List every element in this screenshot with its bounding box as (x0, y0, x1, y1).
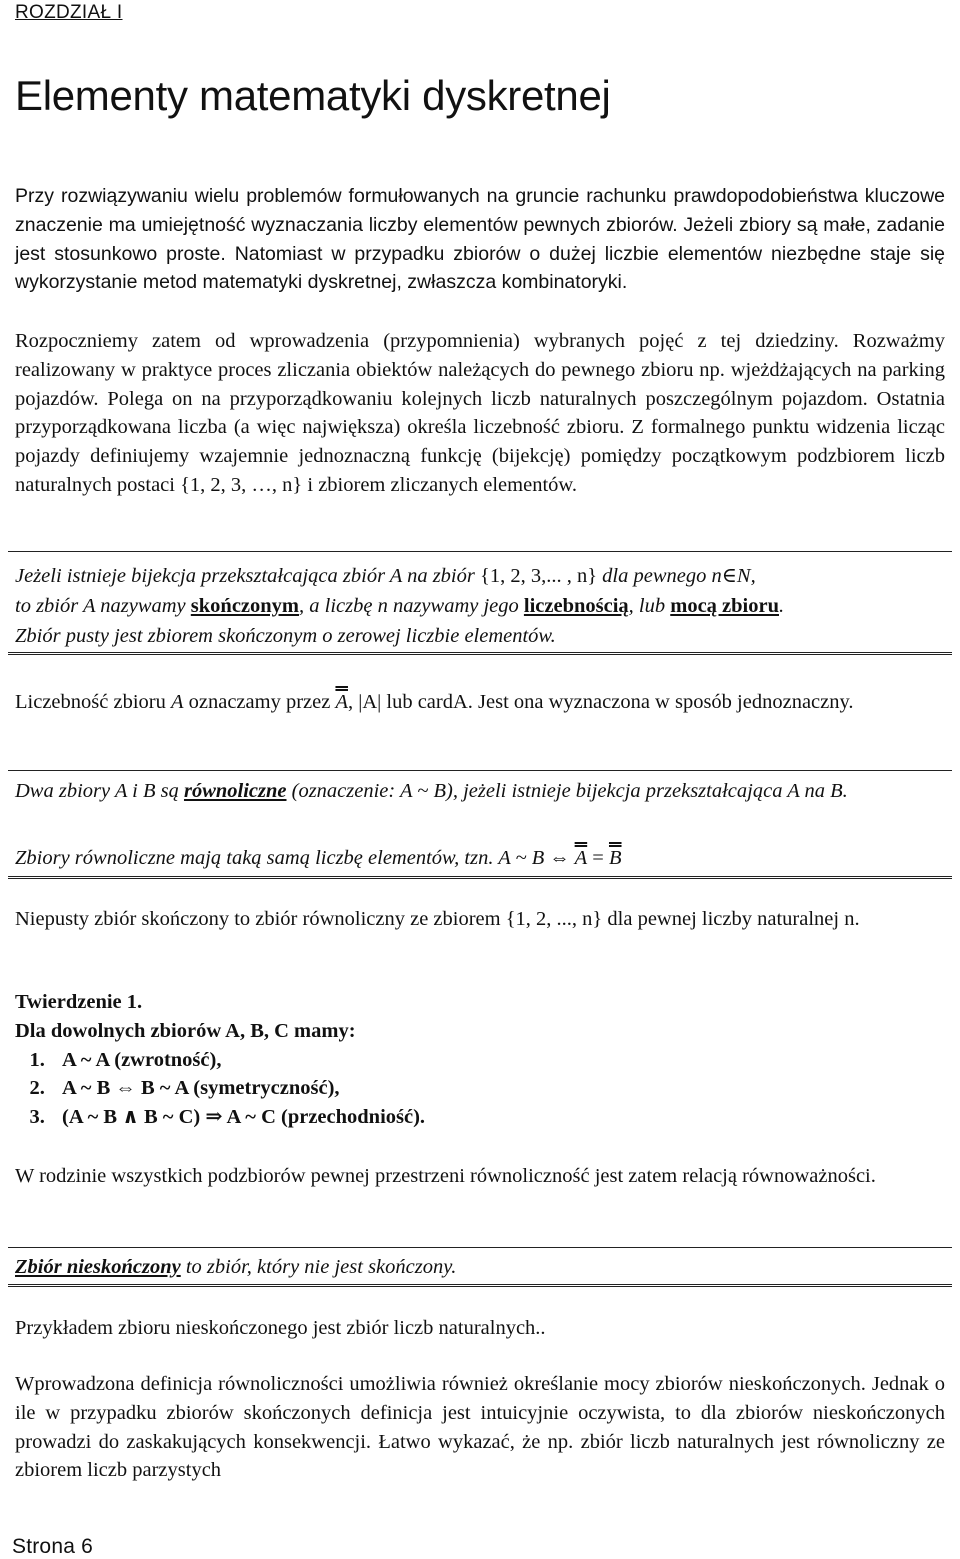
def3-text: to zbiór, który nie jest skończony. (180, 1256, 457, 1278)
intro-paragraph (15, 182, 945, 297)
definition-infinite-set (15, 1253, 945, 1281)
def3-box-top (8, 1247, 952, 1248)
theorem-item: 3. (A ~ B ∧ B ~ C) ⇒ A ~ C (przechodniość). (50, 1103, 425, 1132)
theorem-lead: Dla dowolnych zbiorów A, B, C mamy: (15, 1019, 356, 1042)
term-liczebnoscia: liczebnością (523, 595, 629, 617)
card-text: Liczebność zbioru (15, 691, 171, 713)
card-text: , |A| lub cardA. Jest ona wyznaczona w sposób jednoznaczny. (347, 691, 854, 713)
def1-set: {1, 2, 3,... , n} (479, 565, 598, 587)
def1-text: , a liczbę n nazywamy jego (299, 595, 524, 617)
term-moca-zbioru: mocą zbioru (670, 595, 779, 617)
def1-box-top (8, 551, 952, 552)
def1-text: Jeżeli istnieje bijekcja przekształcająca zbiór A na zbiór (15, 565, 480, 587)
theorem-1 (15, 988, 425, 1132)
relation-paragraph: W rodzinie wszystkich podzbiorów pewnej przestrzeni równoliczność jest zatem relacją równoważności. (15, 1165, 876, 1187)
def1-n: n∈N, (711, 565, 756, 587)
card-A: A (170, 691, 184, 713)
example-paragraph: Przykładem zbioru nieskończonego jest zbiór liczb naturalnych.. (15, 1317, 546, 1339)
def1-empty-set: Zbiór pusty jest zbiorem skończonym o zerowej liczbie elementów. (15, 625, 556, 647)
card-A-bar: A (335, 691, 348, 713)
def1-text: , lub (628, 595, 671, 617)
def2-text: Zbiory równoliczne mają taką samą liczbę elementów, tzn. (15, 847, 499, 869)
def1-box-bottom (8, 652, 952, 655)
def2-box-bottom (8, 876, 952, 879)
theorem-item: 1. A ~ A (zwrotność), (50, 1046, 425, 1075)
counting-paragraph: Rozpoczniemy zatem od wprowadzenia (przypomnienia) wybranych pojęć z tej dziedziny. Rozważmy realizowany w praktyce proces zliczania obiektów należących do pewnego zbioru np. wjeżdżających na parking pojazdów. Polega on na przyporządkowaniu kolejnych liczb naturalnych poszczególnym pojazdom. Ostatnia przyporządkowana liczba (a więc największa) określa liczebność zbioru. Z formalnego punktu widzenia licząc pojazdy definiujemy wzajemnie jednoznaczną funkcję (bijekcję) pomiędzy początkowym podzbiorem liczb naturalnych postaci {1, 2, 3, …, n} i zbiorem zliczanych elementów. (15, 330, 945, 496)
def3-box-bottom (8, 1284, 952, 1287)
definition-finite-set (15, 561, 945, 651)
term-zbior-nieskonczony: Zbiór nieskończony (15, 1256, 181, 1278)
def2-text: (oznaczenie: A ~ B), jeżeli istnieje bijekcja przekształcająca A na B. (286, 780, 848, 802)
term-skonczonym: skończonym (190, 595, 300, 617)
card-text: oznaczamy przez (183, 691, 336, 713)
cardinality-paragraph (15, 688, 945, 717)
def2-B-bar: B (608, 847, 622, 869)
def1-text: dla pewnego (597, 565, 712, 587)
theorem-list (15, 1046, 425, 1132)
definition-equinumerous (15, 777, 945, 805)
definition-equinumerous-note (15, 844, 945, 872)
theorem-item: 2. A ~ B ⇔ B ~ A (symetryczność), (50, 1074, 425, 1103)
intro-text: Przy rozwiązywaniu wielu problemów formułowanych na gruncie rachunku prawdopodobieństwa kluczowe znaczenie ma umiejętność wyznaczania liczby elementów pewnych zbiorów. Jeżeli zbiory są małe, zadanie jest stosunkowo proste. Natomiast w przypadku zbiorów o dużej liczbie elementów niezbędne staje się wykorzystanie metod matematyki dyskretnej, zwłaszcza kombinatoryki. (15, 185, 945, 294)
def1-text: . (779, 595, 785, 617)
page-title: Elementy matematyki dyskretnej (15, 72, 611, 119)
theorem-title: Twierdzenie 1. (15, 991, 143, 1013)
def2-eq: = (587, 847, 609, 869)
nonempty-paragraph: Niepusty zbiór skończony to zbiór równoliczny ze zbiorem {1, 2, ..., n} dla pewnej liczby naturalnej n. (15, 908, 860, 930)
chapter-header: ROZDZIAŁ I (15, 2, 123, 23)
def2-box-top (8, 770, 952, 771)
def1-text: to zbiór A nazywamy (15, 595, 191, 617)
closing-paragraph: Wprowadzona definicja równoliczności umożliwia również określanie mocy zbiorów nieskończonych. Jednak o ile w przypadku zbiorów skończonych definicja jest intuicyjnie oczywista, to dla zbiorów nieskończonych prowadzi do zaskakujących konsekwencji. Łatwo wykazać, że np. zbiór liczb naturalnych jest równoliczny ze zbiorem liczb parzystych (15, 1373, 945, 1482)
def2-text: Dwa zbiory A i B są (15, 780, 184, 802)
page-number: Strona 6 (12, 1535, 93, 1558)
term-rownoliczne: równoliczne (183, 780, 287, 802)
def2-formula: A ~ B ⇔ (498, 847, 575, 869)
def2-A-bar: A (574, 847, 588, 869)
